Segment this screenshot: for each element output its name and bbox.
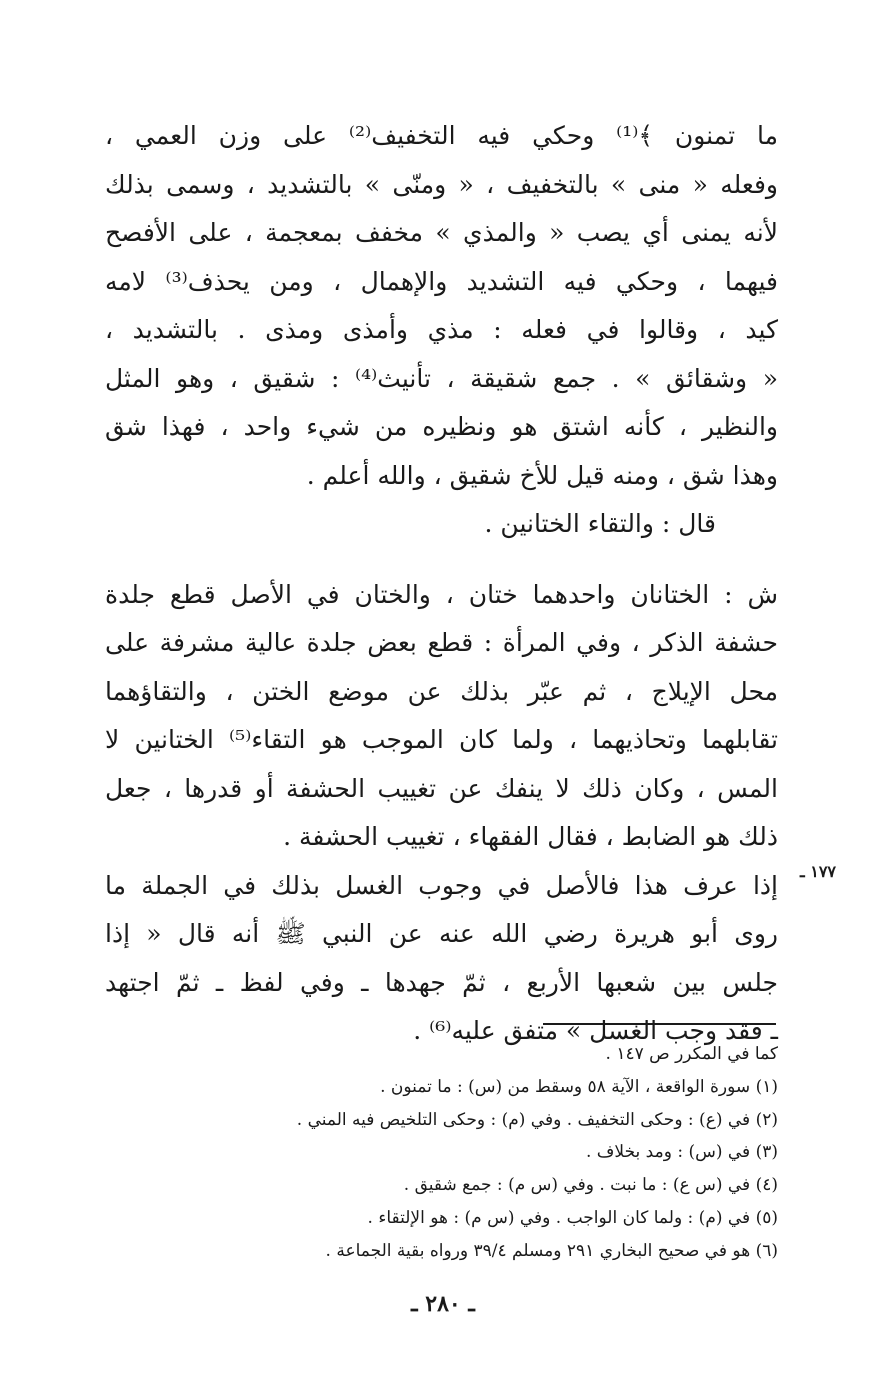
text-line: ذلك هو الضابط ، فقال الفقهاء ، تغييب الحشفة .: [283, 822, 778, 851]
text-line: حشفة الذكر ، وفي المرأة : قطع بعض جلدة عالية مشرفة على: [105, 628, 778, 657]
text-line: ـ فقد وجب الغسل » متفق عليه⁽⁶⁾ .: [413, 1016, 778, 1045]
paragraph-number: ١٧٧ ـ: [799, 861, 836, 881]
text-line: كيد ، وقالوا في فعله : مذي وأمذى ومذى . بالتشديد ،: [105, 315, 778, 344]
footnote-divider: [543, 1023, 776, 1025]
text-line: روى أبو هريرة رضي الله عنه عن النبي ﷺ أنه قال « إذا: [105, 919, 778, 948]
text-line: محل الإيلاج ، ثم عبّر بذلك عن موضع الختن ، والتقاؤهما: [105, 676, 778, 706]
footnote: (٥) في (م) : ولما كان الواجب . وفي (س م) : هو الإلتقاء .: [367, 1207, 778, 1228]
text-line: جلس بين شعبها الأربع ، ثمّ جهدها ـ وفي لفظ ـ ثمّ اجتهد: [105, 967, 778, 997]
text-line: لأنه يمنى أي يصب « والمذي » مخفف بمعجمة ، على الأفصح: [105, 218, 778, 247]
footnote: (٢) في (ع) : وحكى التخفيف . وفي (م) : وحكى التلخيص فيه المني .: [296, 1109, 778, 1130]
footnote: (٣) في (س) : ومد بخلاف .: [586, 1142, 778, 1163]
text-line: وهذا شق ، ومنه قيل للأخ شقيق ، والله أعلم .: [306, 460, 778, 490]
footnote: (٤) في (س ع) : ما نبت . وفي (س م) : جمع شقيق .: [403, 1175, 778, 1196]
paragraph-commentary-1: [105, 112, 778, 500]
footnote: (١) سورة الواقعة ، الآية ٥٨ وسقط من (س) : ما تمنون .: [380, 1076, 778, 1097]
footnote: (٦) هو في صحيح البخاري ٢٩١ ومسلم ٣٩/٤ ورواه بقية الجماعة .: [325, 1240, 778, 1261]
text-line: إذا عرف هذا فالأصل في وجوب الغسل بذلك في الجملة ما: [105, 870, 778, 900]
paragraph-commentary-2: [105, 571, 778, 862]
text-line: فيهما ، وحكي فيه التشديد والإهمال ، ومن يحذف⁽³⁾ لامه: [105, 266, 778, 296]
text-line: ما تمنون ﴾⁽¹⁾ وحكي فيه التخفيف⁽²⁾ على وزن العمي ،: [105, 121, 778, 150]
paragraph-gap: [105, 549, 778, 571]
qala-line: قال : والتقاء الختانين .: [484, 509, 716, 538]
text-line: « وشقائق » . جمع شقيقة ، تأنيث⁽⁴⁾ : شقيق ، وهو المثل: [105, 363, 778, 393]
text-line: وفعله « منى » بالتخفيف ، « ومنّى » بالتشديد ، وسمى بذلك: [105, 169, 778, 199]
footnotes: [105, 1038, 778, 1268]
text-line: تقابلهما وتحاذيهما ، ولما كان الموجب هو التقاء⁽⁵⁾ الختانين لا: [105, 725, 779, 754]
main-text: [105, 112, 836, 1056]
text-line: المس ، وكان ذلك لا ينفك عن تغييب الحشفة أو قدرها ، جعل: [105, 773, 778, 803]
text-line: ش : الختانان واحدهما ختان ، والختان في الأصل قطع جلدة: [105, 579, 778, 609]
footnote: كما في المكرر ص ١٤٧ .: [605, 1044, 778, 1064]
numbered-paragraph-177: [105, 861, 836, 1056]
page-number: ـ ٢٨٠ ـ: [411, 1291, 475, 1317]
text-line: والنظير ، كأنه اشتق هو ونظيره من شيء واحد ، فهذا شق: [105, 412, 778, 441]
